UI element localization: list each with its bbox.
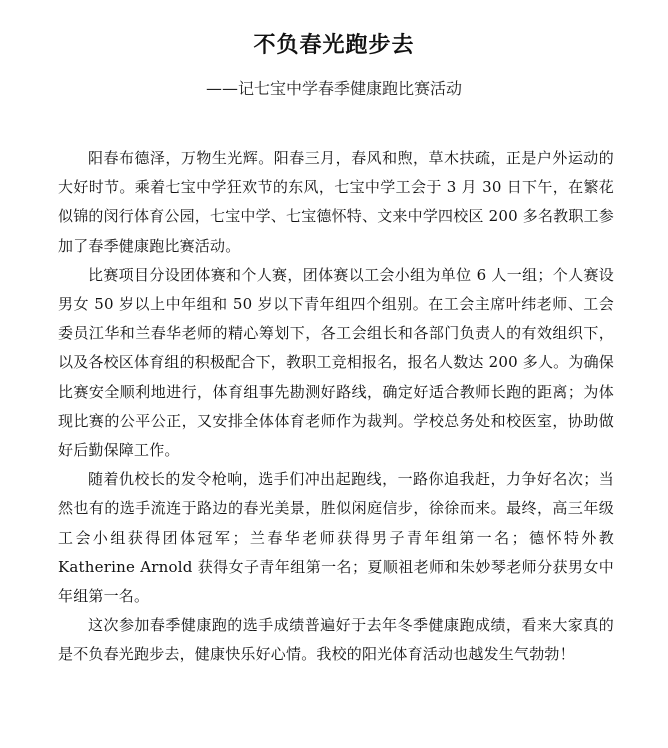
paragraph-results: 随着仇校长的发令枪响，选手们冲出起跑线，一路你追我赶，力争好名次；当然也有的选手流连于路边的春光美景，胜似闲庭信步，徐徐而来。最终，高三年级工会小组获得团体冠军；兰春华老师获得男子青年组第一名；德怀特外教 Katherine Arnold 获得女子青年组第一名；夏顺祖老师和朱妙琴老师分获男女中年组第一名。	[58, 470, 614, 606]
article-subtitle: ——记七宝中学春季健康跑比赛活动	[205, 79, 462, 98]
article-title: 不负春光跑步去	[253, 33, 415, 58]
paragraph-events: 比赛项目分设团体赛和个人赛，团体赛以工会小组为单位 6 人一组；个人赛设男女 50 岁以上中年组和 50 岁以下青年组四个组别。在工会主席叶纬老师、工会委员江华和兰春华老师的精心筹划下，各工会组长和各部门负责人的有效组织下，以及各校区体育组的积极配合下，教职工竞相报名，报名人数达 200 多人。为确保比赛安全顺利地进行，体育组事先勘测好路线，确定好适合教师长跑的距离；为体现比赛的公平公正，又安排全体体育老师作为裁判。学校总务处和校医室，协助做好后勤保障工作。	[58, 265, 614, 460]
paragraph-conclusion: 这次参加春季健康跑的选手成绩普遍好于去年冬季健康跑成绩，看来大家真的是不负春光跑步去，健康快乐好心情。我校的阳光体育活动也越发生气勃勃！	[58, 616, 614, 664]
article-body	[58, 144, 614, 670]
paragraph-intro: 阳春布德泽，万物生光辉。阳春三月，春风和煦，草木扶疏，正是户外运动的大好时节。乘着七宝中学狂欢节的东风，七宝中学工会于 3 月 30 日下午，在繁花似锦的闵行体育公园，七宝中学、七宝德怀特、文来中学四校区 200 多名教职工参加了春季健康跑比赛活动。	[58, 149, 614, 255]
